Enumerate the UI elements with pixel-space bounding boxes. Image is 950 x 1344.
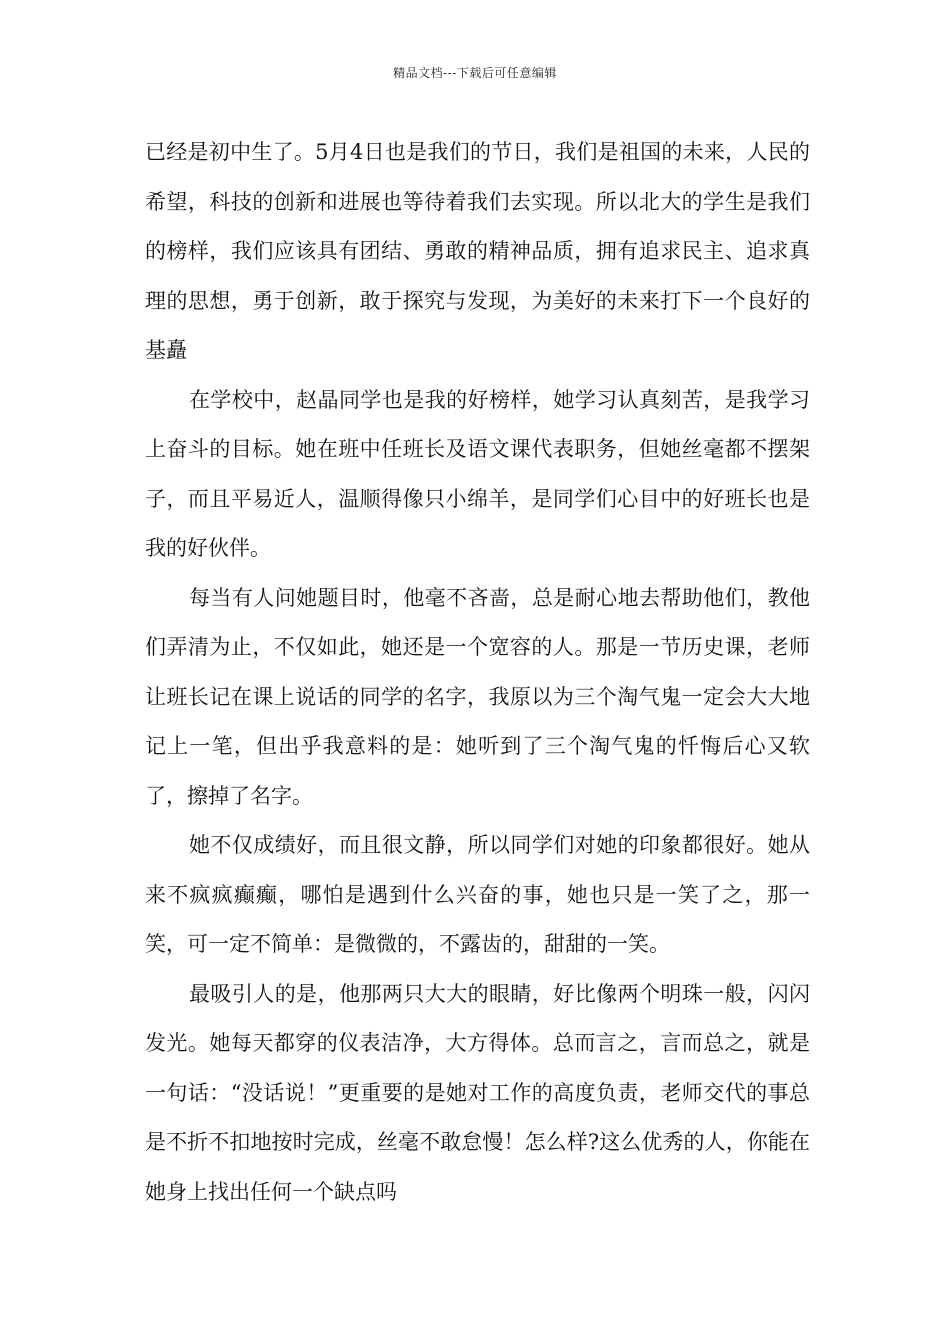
paragraph-eyes-and-responsibility: 最吸引人的是，他那两只大大的眼睛，好比像两个明珠一般，闪闪发光。她每天都穿的仪表洁净，大方得体。总而言之，言而总之，就是一句话：“没话说！”更重要的是她对工作的高度负责，老师交代的事总是不折不扣地按时完成，丝毫不敢怠慢！怎么样?这么优秀的人，你能在她身上找出任何一个缺点吗 bbox=[145, 981, 810, 1204]
page-header: 精品文档---下载后可任意编辑 bbox=[393, 66, 557, 80]
paragraph-zhao-jing-role-model: 在学校中，赵晶同学也是我的好榜样，她学习认真刻苦，是我学习上奋斗的目标。她在班中任班长及语文课代表职务，但她丝毫都不摆架子，而且平易近人，温顺得像只小绵羊，是同学们心目中的好班长也是我的好伙伴。 bbox=[145, 387, 810, 560]
paragraph-helping-classmates: 每当有人问她题目时，他毫不吝啬，总是耐心地去帮助他们，教他们弄清为止，不仅如此，她还是一个宽容的人。那是一节历史课，老师让班长记在课上说话的同学的名字，我原以为三个淘气鬼一定会大大地记上一笔，但出乎我意料的是：她听到了三个淘气鬼的忏悔后心又软了，擦掉了名字。 bbox=[145, 585, 810, 808]
paragraph-continuation: 已经是初中生了。5月4日也是我们的节日，我们是祖国的未来，人民的希望，科技的创新和进展也等待着我们去实现。所以北大的学生是我们的榜样，我们应该具有团结、勇敢的精神品质，拥有追求民主、追求真理的思想，勇于创新，敢于探究与发现，为美好的未来打下一个良好的基矗 bbox=[145, 140, 810, 362]
document-body bbox=[145, 128, 810, 1217]
paragraph-quiet-personality: 她不仅成绩好，而且很文静，所以同学们对她的印象都很好。她从来不疯疯癫癫，哪怕是遇到什么兴奋的事，她也只是一笑了之，那一笑，可一定不简单：是微微的，不露齿的，甜甜的一笑。 bbox=[145, 833, 810, 956]
